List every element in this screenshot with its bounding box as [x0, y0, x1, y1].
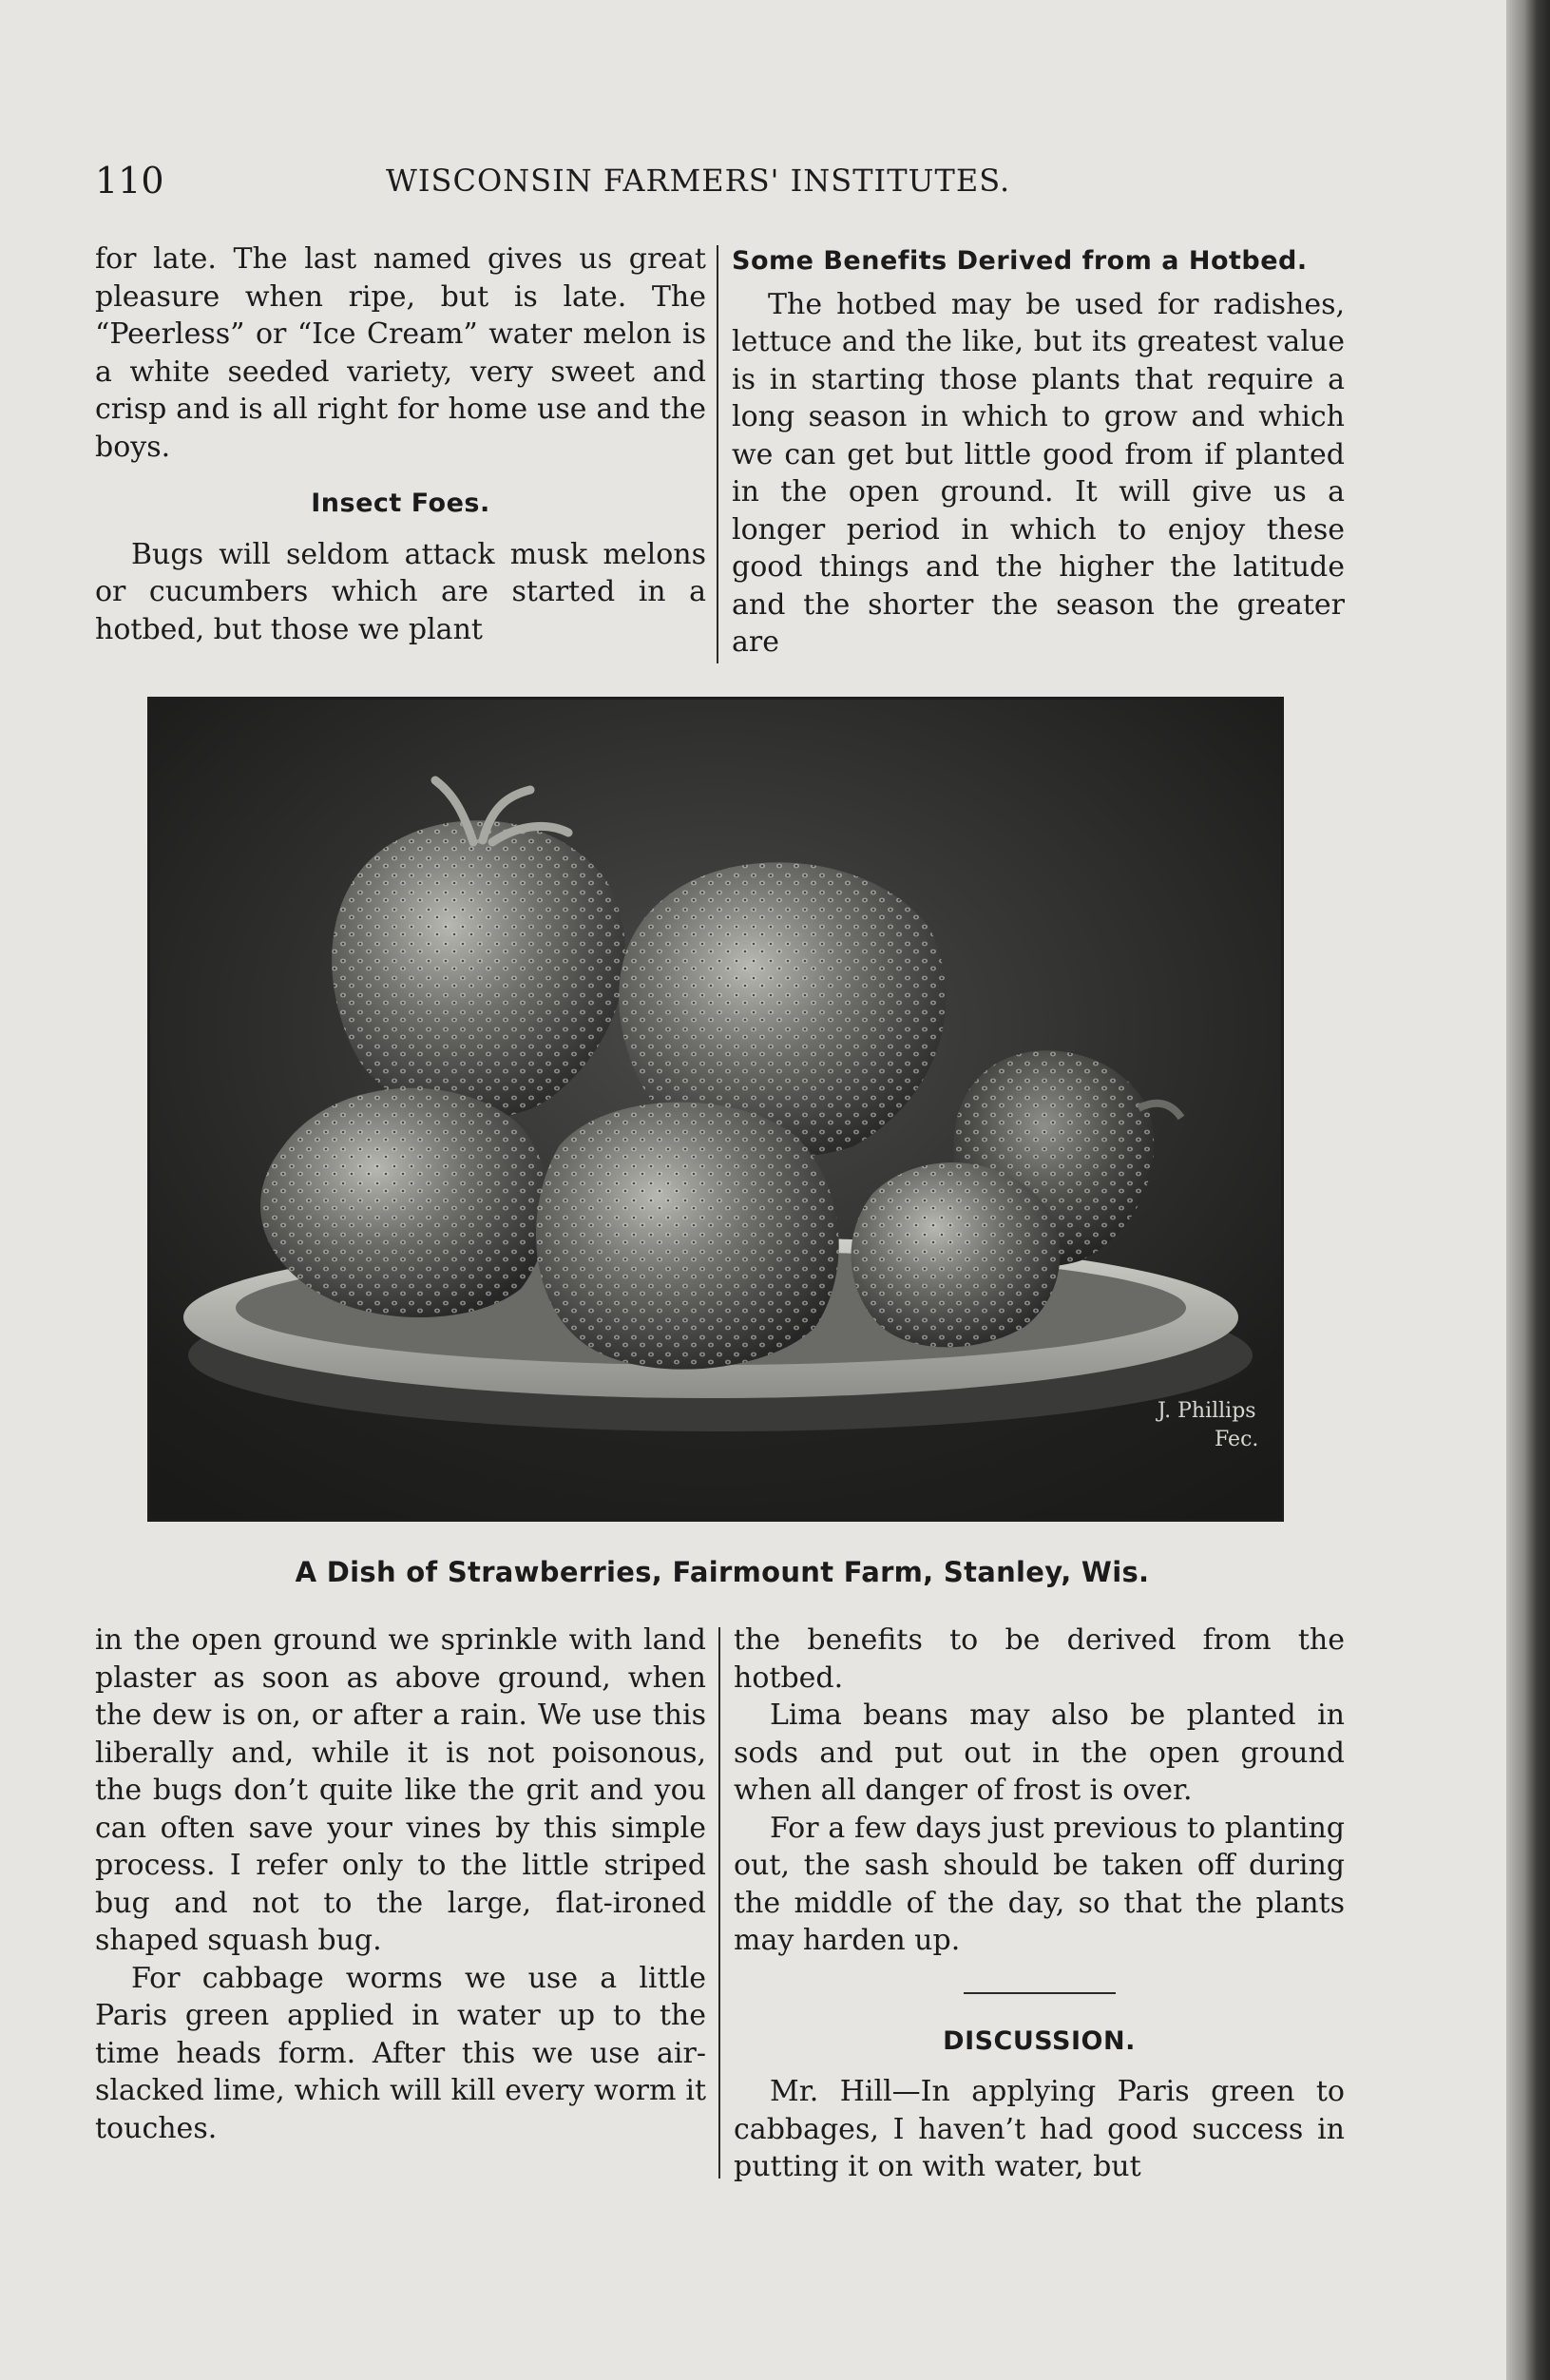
paragraph: For a few days just previous to planting out, the sash should be taken off during the middle of the day, so that the plants may harden up.: [734, 1811, 1345, 1957]
left-column-top: [95, 240, 706, 648]
section-divider: [964, 1992, 1116, 1994]
strawberry: [536, 1103, 839, 1370]
photo-credit: J. Phillips: [1158, 1399, 1256, 1423]
strawberry: [852, 1162, 1061, 1347]
left-column-bottom: [95, 1622, 706, 2147]
column-rule: [718, 1627, 720, 2178]
photo-credit: Fec.: [1215, 1428, 1259, 1451]
running-head: [95, 160, 1045, 207]
page-number: 110: [95, 160, 164, 202]
right-column-top: [732, 242, 1345, 662]
column-rule: [717, 245, 718, 663]
strawberry-photograph: [147, 697, 1284, 1522]
paragraph: Mr. Hill—In applying Paris green to cabbages, I haven’t had good success in putting it on with water, but: [734, 2075, 1345, 2183]
paragraph: for late. The last named gives us great pleasure when ripe, but is late. The “Peerless” or “Ice Cream” water melon is a white seeded variety, very sweet and crisp and is all right for home use and the boys.: [95, 242, 706, 464]
section-heading-hotbed-benefits: Some Benefits Derived from a Hotbed.: [732, 246, 1308, 276]
paragraph: For cabbage worms we use a little Paris green applied in water up to the time heads form. After this we use air-slacked lime, which will kill every worm it touches.: [95, 1961, 706, 2145]
paragraph: Bugs will seldom attack musk melons or cucumbers which are started in a hotbed, but those we plant: [95, 537, 706, 646]
right-column-bottom: [734, 1622, 1345, 2186]
running-title: WISCONSIN FARMERS' INSTITUTES.: [386, 163, 1011, 199]
paragraph: The hotbed may be used for radishes, lettuce and the like, but its greatest value is in starting those plants that require a long season in which to grow and which we can get but little good from if planted in the open ground. It will give us a longer period in which to enjoy these good things and the higher the latitude and the shorter the season the greater are: [732, 287, 1345, 659]
strawberry-photo-illustration: [150, 700, 1281, 1519]
book-gutter-shadow: [1506, 0, 1550, 2380]
paragraph: the benefits to be derived from the hotbed.: [734, 1623, 1345, 1695]
section-heading-insect-foes: Insect Foes.: [311, 489, 490, 518]
paragraph: in the open ground we sprinkle with land plaster as soon as above ground, when the dew is on, or after a rain. We use this liberally and, while it is not poisonous, the bugs don’t quite like the grit and you can often save your vines by this simple process. I refer only to the little striped bug and not to the large, flat-ironed shaped squash bug.: [95, 1623, 706, 1957]
section-heading-discussion: DISCUSSION.: [943, 2025, 1136, 2056]
paragraph: Lima beans may also be planted in sods and put out in the open ground when all danger of frost is over.: [734, 1699, 1345, 1807]
figure-caption: A Dish of Strawberries, Fairmount Farm, Stanley, Wis.: [295, 1556, 1150, 1588]
